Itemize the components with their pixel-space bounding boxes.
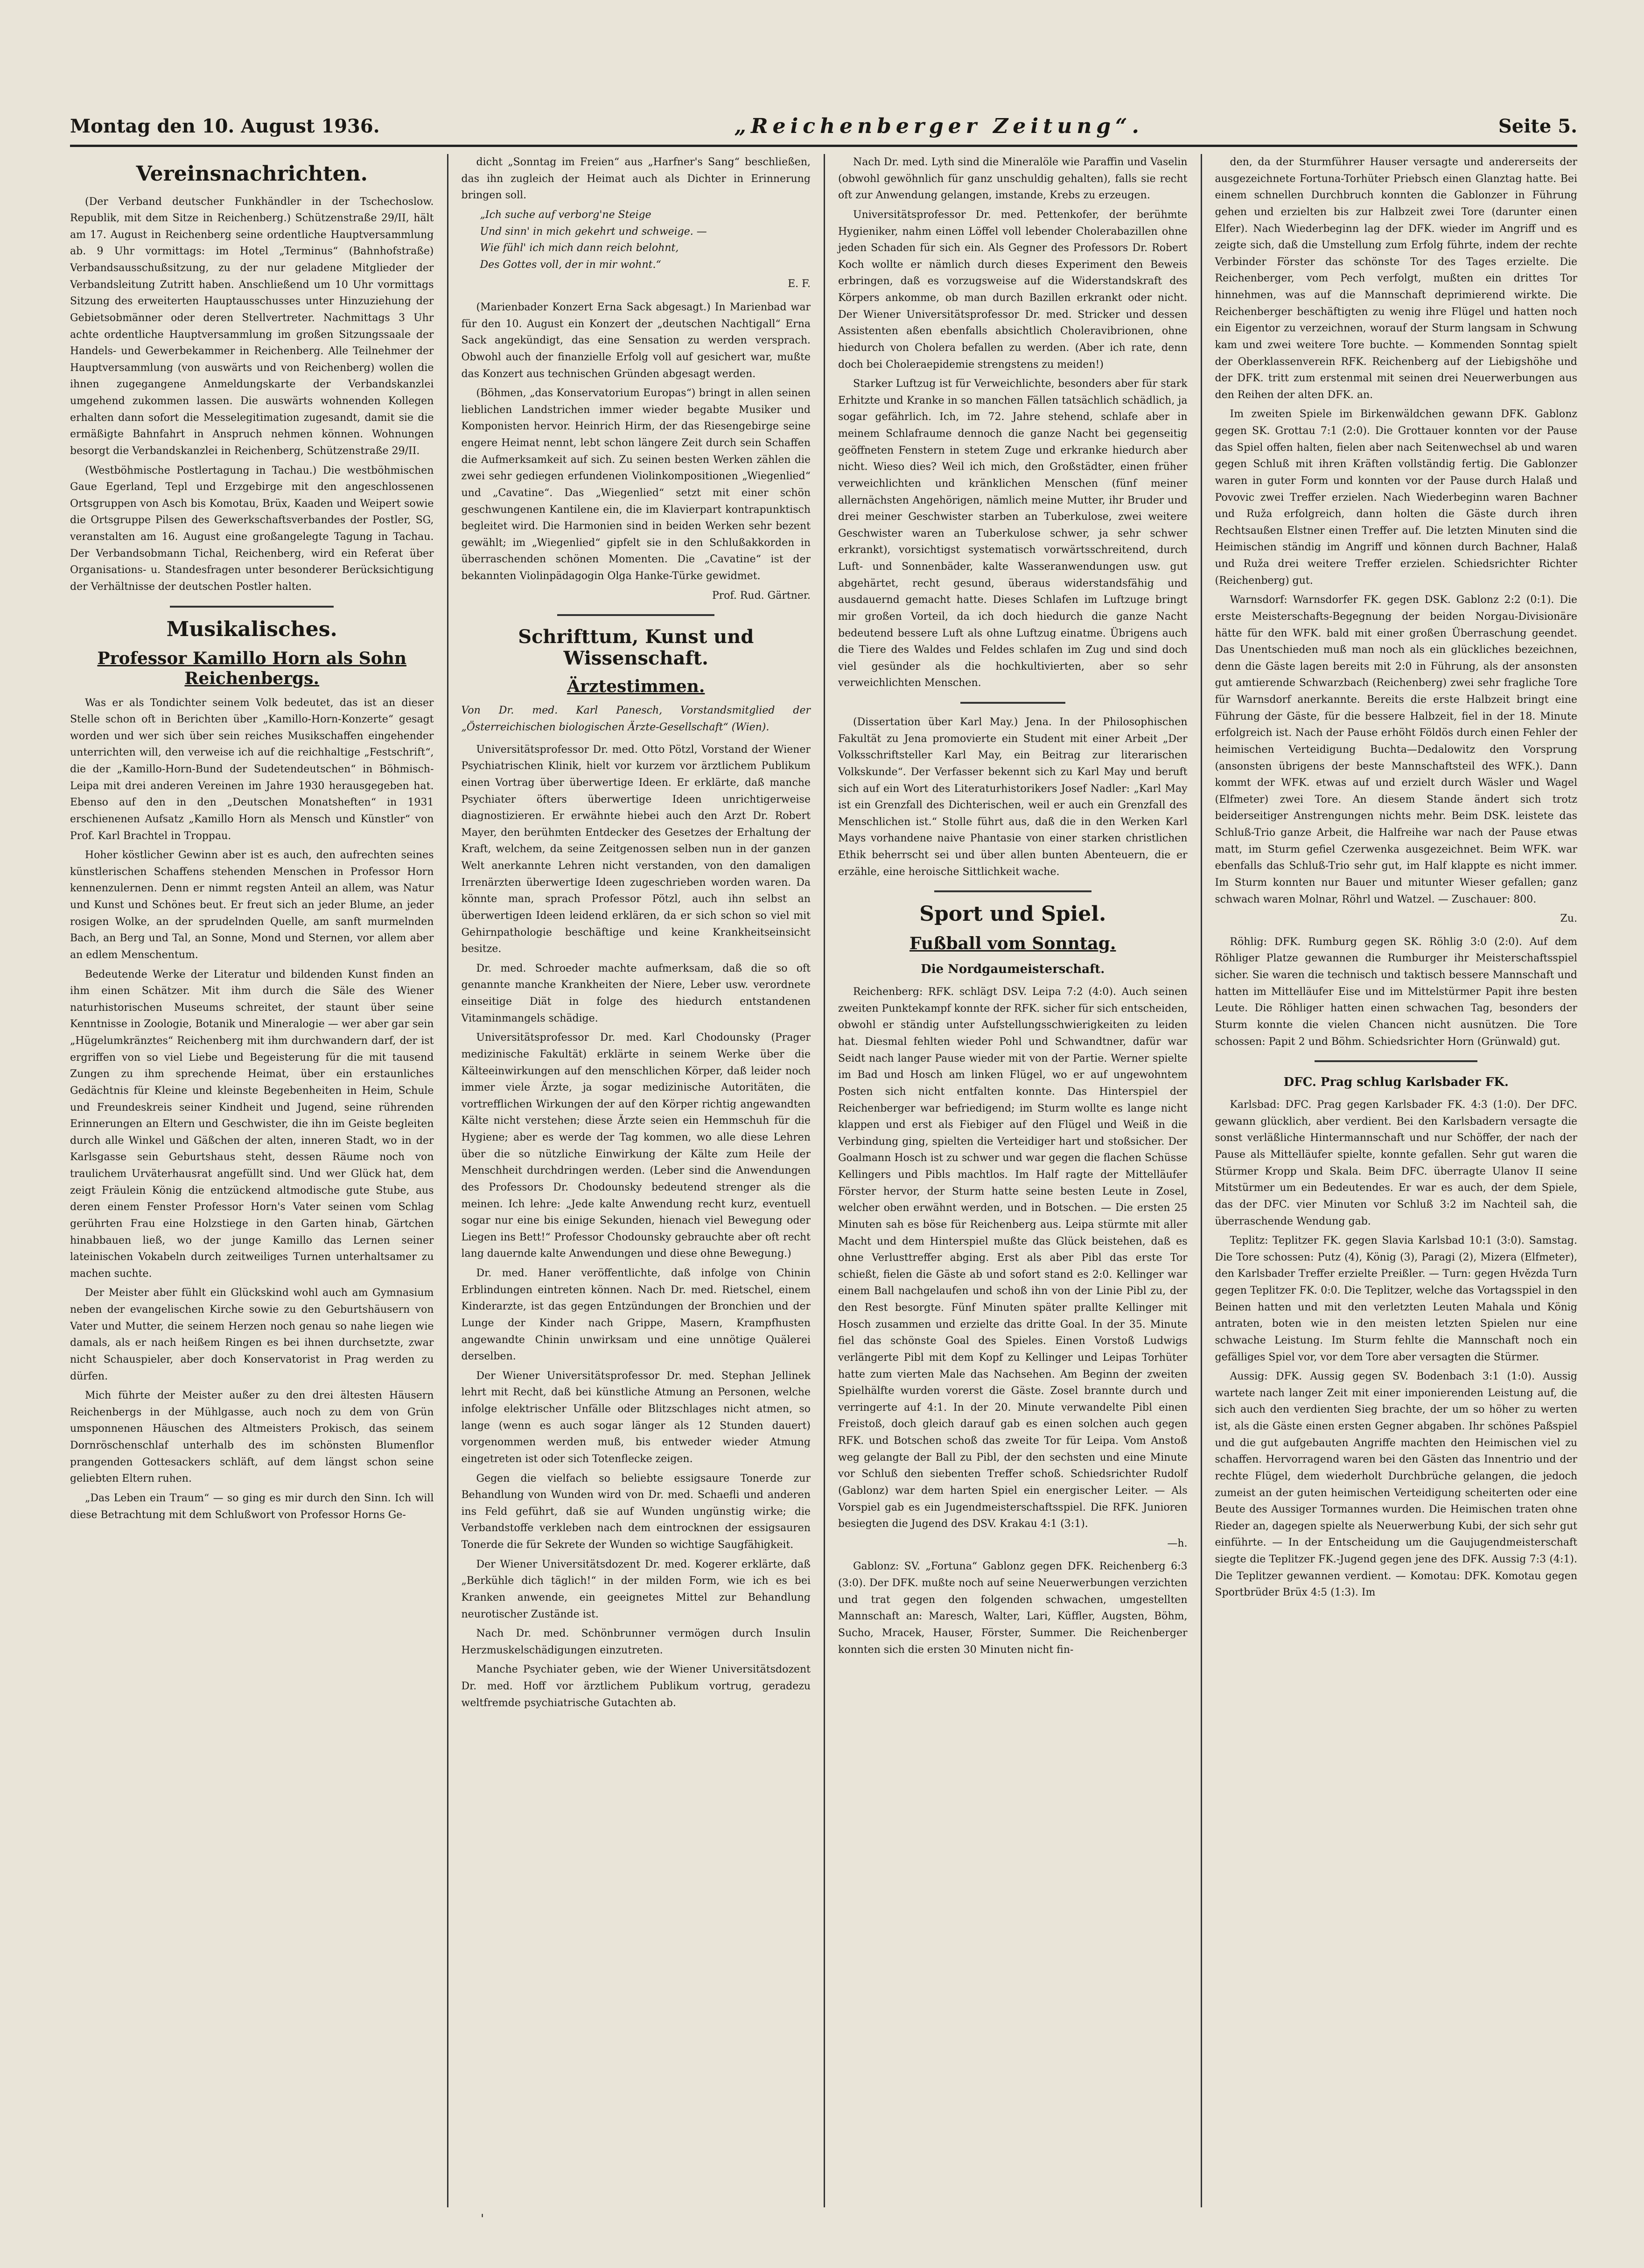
article-title-fussball: Fußball vom Sonntag. [909, 933, 1116, 953]
paragraph: Reichenberg: RFK. schlägt DSV. Leipa 7:2 (4:0). Auch seinen zweiten Punktekampf konnte der RFK. sicher für sich entscheiden, obwohl er ständig unter Aufstellungsschwierigkeiten zu leiden hat. Diesmal fehlten wieder Pohl und Schwandtner, dafür war Seidt nach langer Pause wieder mit von der Partie. Werner spielte im Bad und Hosch am linken Flügel, wo er auf ungewohntem Posten sich nicht entfalten konnte. Das Hinterspiel der Reichenberger war befriedigend; im Sturm wollte es lange nicht klappen und erst als Fiebiger auf den Flügel und Weiß in die Verbindung ging, spielten die Verteidiger hart und stoßsicher. Der Goalmann Hosch ist zu schwer und war gegen die flachen Schüsse Kellingers und Pibls machtlos. Im Half ragte der Mittelläufer Förster hervor, der Sturm hatte seine besten Leute in Zosel, welcher oben erwähnt werden, und in Botschen. — Die ersten 25 Minuten sah es böse für Reichenberg aus. Leipa stürmte mit aller Macht und dem Hinterspiel mußte das Glück beistehen, daß es ohne Verlusttreffer abging. Erst als aber Pibl das erste Tor schießt, fielen die Gäste ab und sofort stand es 2:0. Kellinger war einem Ball nachgelaufen und schoß ihn von der Linie Pibl zu, der den Rest besorgte. Fünf Minuten später prallte Kellinger mit Hosch zusammen und erzielte das dritte Goal. In der 35. Minute fiel das schönste Goal des Spieles. Einen Vorstoß Ludwigs verlängerte Pibl mit dem Kopf zu Kellinger und Leipas Torhüter hatte zum vierten Male das Nachsehen. Am Beginn der zweiten Spielhälfte wurden vorerst die Gäste. Zosel brannte durch und verringerte auf 4:1. In der 20. Minute verwandelte Pibl einen Freistoß, doch gleich darauf gab es einen solchen auch gegen RFK. und Botschen schoß das zweite Tor für Leipa. Vom Anstoß weg gelangte der Ball zu Pibl, der den sechsten und eine Minute vor Schluß den siebenten Treffer schoß. Schiedsrichter Rudolf (Gablonz) war dem harten Spiel ein energischer Leiter. — Als Vorspiel gab es ein Jugendmeisterschaftsspiel. Die RFK. Junioren besiegten die Jugend des DSV. Krakau 4:1 (3:1). [838, 986, 1188, 1530]
section-heading-musikalisches: Musikalisches. [166, 617, 337, 641]
signature: Zu. [1560, 913, 1577, 925]
paragraph: Aussig: DFK. Aussig gegen SV. Bodenbach 3:1 (1:0). Aussig wartete nach langer Zeit mit einer imponierenden Leistung auf, die sich auch den verdienten Sieg brachte, der um so höher zu werten ist, als die Gäste einen ersten Gegner abgaben. Ihr schönes Paßspiel und die gut aufgebauten Angriffe machten den Heimischen viel zu schaffen. Hervorragend waren bei den Gästen das Innentrio und der rechte Flügel, dem wiederholt Durchbrüche gelangen, die jedoch zumeist an der guten heimischen Verteidigung scheiterten oder eine Beute des Aussiger Tormannes wurden. Die Heimischen traten ohne Rieder an, dagegen spielte als Neuerwerbung Kubi, der sich sehr gut einführte. — In der Entscheidung um die Gaujugendmeisterschaft siegte die Teplitzer FK.-Jugend gegen jene des DFK. Aussig 7:3 (4:1). Die Teplitzer gewannen verdient. — Komotau: DFK. Komotau gegen Sportbrüder Brüx 4:5 (1:3). Im [1215, 1371, 1577, 1599]
paragraph: Der Wiener Universitätsprofessor Dr. med. Stephan Jellinek lehrt mit Recht, daß bei künstliche Atmung an Personen, welche infolge elektrischer Unfälle oder Blitzschlages nicht atmen, so lange (wenn es auch sogar länger als 12 Stunden dauert) vorgenommen werden muß, bis entweder wieder Atmung eingetreten ist oder sich Totenflecke zeigen. [461, 1370, 811, 1465]
poem: „Ich suche auf verborg'ne Steige Und sinn' in mich gekehrt und schweige. — Wie fühl' ich mich dann reich belohnt, Des Gottes voll, der in mir wohnt.“ [480, 209, 707, 271]
paragraph: Starker Luftzug ist für Verweichlichte, besonders aber für stark Erhitzte und Kranke in so manchen Fällen tatsächlich schädlich, ja sogar gefährlich. Ich, im 72. Jahre stehend, schlafe aber in meinem Schlafraume dennoch die ganze Nacht bei gegenseitig geöffneten Fenstern in stetem Zuge und erkranke hiedurch aber nicht. Wieso dies? Weil ich mich, den Großstädter, einen früher verweichlichten und kränklichen Menschen (fünf meiner allernächsten Angehörigen, nämlich meine Mutter, ihr Bruder und drei meiner Geschwister starben an Tuberkulose, zwei weitere Geschwister waren an Tuberkulose schwer, ja sehr schwer erkrankt), vorsichtigst systematisch vorwärtsschreitend, durch Luft- und Sonnenbäder, kalte Wasseranwendungen usw. gut abgehärtet, recht gesund, überaus widerstandsfähig und ausdauernd gemacht hatte. Dieses Schlafen im Luftzuge bringt mir großen Vorteil, da ich doch hiedurch die ganze Nacht bedeutend bessere Luft als ohne Luftzug einatme. Übrigens auch die Tiere des Waldes und Feldes schlafen im Zug und sind doch viel gesünder als die hochkultivierten, aber so sehr verweichlichten Menschen. [838, 378, 1188, 689]
paragraph: Karlsbad: DFC. Prag gegen Karlsbader FK. 4:3 (1:0). Der DFC. gewann glücklich, aber verdient. Bei den Karlsbadern versagte die sonst verläßliche Hintermannschaft und nur Schöffer, der nach der Pause als Mittelläufer spielte, konnte gefallen. Sehr gut waren die Stürmer Kropp und Skala. Beim DFC. überragte Ulanov II seine Mitstürmer um ein Bedeutendes. Er war es auch, der dem Spiele, das der DFC. vier Minuten vor Schluß 3:2 im Nachteil sah, die überraschende Wendung gab. [1215, 1099, 1577, 1227]
footer-mark: ' [481, 2212, 484, 2226]
divider [557, 614, 714, 616]
section-heading-schrifttum: Schrifttum, Kunst und Wissenschaft. [518, 626, 754, 670]
paragraph: Warnsdorf: Warnsdorfer FK. gegen DSK. Gablonz 2:2 (0:1). Die erste Meisterschafts-Begegnung der beiden Norgau-Divisionäre hätte für den WFK. bald mit einer großen Überraschung geendet. Das Unentschieden muß man noch als ein glückliches bezeichnen, denn die Gäste lagen bereits mit 2:0 in Führung, als der ansonsten gut amtierende Schwarzbach (Reichenberg) zwei sehr fragliche Tore für Warnsdorf anerkannte. Bereits die erste Halbzeit bringt eine Führung der Gäste, für die bessere Halbzeit, fiel in der 18. Minute erfolgreich ist. Nach der Pause erhöht Földös durch einen Fehler der heimischen Verteidigung Buchta—Dedalowitz den Vorsprung (ansonsten übrigens der beste Mannschaftsteil des WFK.). Dann kommt der WFK. etwas auf und erzielt durch Wäsler und Wagel (Elfmeter) zwei Tore. An diesem Stande ändert sich trotz beiderseitiger Anstrengungen nichts mehr. Beim DSK. leistete das Schluß-Trio ganze Arbeit, die Halfreihe war nach der Pause etwas matt, im Sturm gefiel Czerwenka ausgezeichnet. Beim WFK. war ebenfalls das Schluß-Trio sehr gut, im Half klappte es nicht immer. Im Sturm konnten nur Bauer und mitunter Wieser gefallen; ganz schwach waren Molnar, Röhrl und Watzel. — Zuschauer: 800. [1215, 594, 1577, 905]
paragraph: Was er als Tondichter seinem Volk bedeutet, das ist an dieser Stelle schon oft in Berichten über „Kamillo-Horn-Konzerte“ gesagt worden und wer sich über sein reiches Musikschaffen eingehender unterrichten will, den verweise ich auf die reichhaltige „Festschrift“, die der „Kamillo-Horn-Bund der Sudetendeutschen“ in Böhmisch-Leipa mit drei anderen Vereinen im Jahre 1930 herausgegeben hat. Ebenso auf den in den „Deutschen Monatsheften“ in 1931 erschienenen Aufsatz „Kamillo Horn als Mensch und Künstler“ von Prof. Karl Brachtel in Troppau. [70, 697, 434, 842]
columns [70, 154, 1577, 2207]
article-karl-may: (Dissertation über Karl May.) Jena. In der Philosophischen Fakultät zu Jena promovierte ein Student mit einer Arbeit „Der Volksschriftsteller Karl May, ein Beitrag zur literarischen Volkskunde“. Der Verfasser bekennt sich zu Karl May und beruft sich auf ein Wort des Literaturhistorikers Josef Nadler: „Karl May ist ein Grenzfall des Dichterischen, weil er auch ein Grenzfall des Menschlichen ist.“ Stolle führt aus, daß die in den Werken Karl Mays vorhandene naive Phantasie von einer starken christlichen Ethik beherrscht sei und über allen bunten Abenteuern, die er erzähle, eine heroische Sittlichkeit wache. [838, 716, 1188, 878]
paragraph: Der Wiener Universitätsdozent Dr. med. Kogerer erklärte, daß „Berkühle dich täglich!“ in der milden Form, wie ich es bei Kranken anwende, ein geeignetes Mittel zur Behandlung neurotischer Zustände ist. [461, 1558, 811, 1620]
paragraph: Der Meister aber fühlt ein Glückskind wohl auch am Gymnasium neben der evangelischen Kirche sowie zu den Geburtshäusern von Vater und Mutter, die seinem Herzen noch genau so nahe liegen wie damals, als er nach heißem Ringen es bei ihnen durchsetzte, zwar nicht Schauspieler, aber doch Konservatorist in Prag werden zu dürfen. [70, 1287, 434, 1382]
paragraph: Röhlig: DFK. Rumburg gegen SK. Röhlig 3:0 (2:0). Auf dem Röhliger Platze gewannen die Rumburger ihr Meisterschaftsspiel sicher. Sie waren die technisch und taktisch bessere Mannschaft und hatten im Mittelläufer Eise und im Mittelstürmer Papit ihre besten Leute. Die Röhliger hatten einen schwachen Tag, besonders der Sturm konnte die vielen Chancen nicht ausnützen. Die Tore schossen: Papit 2 und Böhm. Schiedsrichter Horn (Grünwald) gut. [1215, 936, 1577, 1048]
signature: Prof. Rud. Gärtner. [712, 589, 811, 602]
subheading-prag-karlsbad: DFC. Prag schlug Karlsbader FK. [1283, 1075, 1509, 1090]
article-title-aerztestimmen: Ärztestimmen. [567, 677, 705, 697]
divider [934, 890, 1091, 892]
column-1 [70, 154, 447, 2207]
issue-date: Montag den 10. August 1936. [70, 115, 380, 137]
article-postlertagung: (Westböhmische Postlertagung in Tachau.) Die westböhmischen Gaue Egerland, Tepl und Erzgebirge mit den angeschlossenen Ortsgruppen von Asch bis Komotau, Brüx, Kaaden und Weipert sowie die Ortsgruppe Pilsen des Gewerkschaftsverbandes der Postler, SG, veranstalten am 16. August eine großangelegte Tagung in Tachau. Der Verbandsobmann Tichal, Reichenberg, wird ein Referat über Organisations- u. Standesfragen unter besonderer Berücksichtigung der Verhältnisse der deutschen Postler halten. [70, 464, 434, 593]
article-title-horn: Professor Kamillo Horn als Sohn Reichenbergs. [97, 649, 407, 689]
paragraph: Universitätsprofessor Dr. med. Karl Chodounsky (Prager medizinische Fakultät) erklärte in seinem Werke über die Kälteeinwirkungen auf den menschlichen Körper, daß leider noch immer viele Ärzte, ja sogar medizinische Autoritäten, die vortrefflichen Wirkungen der auf den Körper richtig angewandten Kälte nicht verstehen; diese Ärzte seien ein Hemmschuh für die Hygiene; aber es werde der Tag kommen, wo alle diese Lehren über die so nützliche Einwirkung der Kälte zum Heile der Menschheit durchdringen werden. (Leber sind die Anwendungen des Professors Dr. Chodounsky bedeutend strenger als die meinen. Ich lehre: „Jede kalte Anwendung recht kurz, eventuell sogar nur eine bis einige Sekunden, hienach viel Bewegung oder Liegen ins Bett!“ Professor Chodounsky gebrauchte aber oft recht lang dauernde kalte Anwendungen und diese ohne Bewegung.) [461, 1032, 811, 1260]
divider [960, 702, 1065, 704]
signature: E. F. [788, 278, 811, 290]
paragraph: Teplitz: Teplitzer FK. gegen Slavia Karlsbad 10:1 (3:0). Samstag. Die Tore schossen: Putz (4), König (3), Paragi (2), Mizera (Elfmeter), den Karlsbader Treffer erzielte Preißler. — Turn: gegen Hvězda Turn gegen Teplitzer FK. 0:0. Die Teplitzer, welche das Vortagsspiel in den Beinen hatten und mit den verletzten Leuten Mahala und König antraten, boten wie in den meisten letzten Spielen nur eine schwache Leistung. Im Sturm fehlte die Mannschaft noch ein gefälliges Spiel vor, vor dem Tore aber versagten die Stürmer. [1215, 1235, 1577, 1363]
paragraph: Bedeutende Werke der Literatur und bildenden Kunst finden an ihm einen Schätzer. Mit ihm durch die Säle des Wiener naturhistorischen Museums schreitet, der staunt über seine Kenntnisse in Zoologie, Botanik und Mineralogie — wer aber gar sein „Hügelumkränztes“ Reichenberg mit ihm durchwandern darf, der ist ergriffen von so viel Liebe und Begeisterung für die mit tausend Zungen zu ihm sprechende Heimat, über ein erstaunliches Gedächtnis für Kleine und kleinste Begebenheiten in Heim, Schule und Freundeskreis seiner Kindheit und Jugend, seine rührenden Erinnerungen an Eltern und Geschwister, die ihn im Geiste begleiten durch alle Winkel und Gäßchen der alten, inneren Stadt, wo in der Karlsgasse sein Geburtshaus steht, dessen Räume noch von traulichem Urväterhausrat angefüllt sind. Und wer Glück hat, dem zeigt Fräulein König die entzückend altmodische gute Stube, aus deren einem Fenster Professor Horn's Vater seinen vom Schlag gerührten Frau eine Holzstiege in den Garten hinab, Gärtchen hinabbauen ließ, wo der junge Kamillo das Lernen seiner lateinischen Vokabeln durch zeitweiliges Turnen unterhaltsamer zu machen suchte. [70, 968, 434, 1280]
paragraph: Gegen die vielfach so beliebte essigsaure Tonerde zur Behandlung von Wunden wird von Dr. med. Schaefli und anderen ins Feld geführt, daß sie auf Wunden ungünstig wirke; die Verbandstoffe verkleben nach dem eintrocknen der essigsauren Tonerde die für Sekrete der Wunden so wichtige Saugfähigkeit. [461, 1472, 811, 1551]
article-funkhaendler: (Der Verband deutscher Funkhändler in der Tschechoslow. Republik, mit dem Sitze in Reichenberg.) Schützenstraße 29/II, hält am 17. August in Reichenberg seine ordentliche Hauptversammlung ab. 9 Uhr vormittags: im Hotel „Terminus“ (Bahnhofstraße) Verbandsausschußsitzung, zu der nur geladene Mitglieder der Verbandsleitung Zutritt haben. Anschließend um 10 Uhr vormittags Sitzung des erweiterten Hauptausschusses unter Hinzuziehung der Gebietsobmänner oder deren Stellvertreter. Nachmittags 3 Uhr achte ordentliche Hauptversammlung im großen Sitzungssaale der Handels- und Gewerbekammer in Reichenberg. Alle Teilnehmer der Hauptversammlung (von auswärts und von Reichenberg) wollen die ihnen zugegangene Anmeldungskarte der Verbandskanzlei umgehend zukommen lassen. Die auswärts wohnenden Kollegen erhalten dann sofort die Messelegitimation zugesandt, damit sie die ermäßigte Bahnfahrt in Anspruch nehmen können. Wohnungen besorgt die Verbandskanzlei in Reichenberg, Schützenstraße 29/II. [70, 196, 434, 457]
section-heading-vereinsnachrichten: Vereinsnachrichten. [136, 162, 368, 186]
newspaper-page [70, 107, 1577, 2226]
masthead [70, 107, 1577, 147]
paragraph: Manche Psychiater geben, wie der Wiener Universitätsdozent Dr. med. Hoff vor ärztlichem Publikum vortrug, geradezu weltfremde psychiatrische Gutachten ab. [461, 1664, 811, 1709]
paragraph: dicht „Sonntag im Freien“ aus „Harfner's Sang“ beschließen, das ihn zugleich der Heimat auch als Dichter in Erinnerung bringen soll. [461, 156, 811, 202]
page-number: Seite 5. [1498, 115, 1577, 137]
column-4 [1201, 154, 1578, 2207]
paragraph: Nach Dr. med. Schönbrunner vermögen durch Insulin Herzmuskelschädigungen einzutreten. [461, 1628, 811, 1656]
paragraph: Mich führte der Meister außer zu den drei ältesten Häusern Reichenbergs in der Mühlgasse, auch noch zu dem von Grün umsponnenen Häuschen des Altmeisters Prokisch, das seinem Dornröschenschlaf unterhalb des im schönsten Blumenflor prangenden Gottesackers schläft, auf dem längst schon seine geliebten Eltern ruhen. [70, 1390, 434, 1485]
paragraph: Dr. med. Haner veröffentlichte, daß infolge von Chinin Erblindungen eintreten können. Nach Dr. med. Rietschel, einem Kinderarzte, ist das gegen Entzündungen der Bronchien und der Lunge der Kinder nach Grippe, Masern, Krampfhusten angewandte Chinin unwirksam und eine unnötige Quälerei derselben. [461, 1267, 811, 1363]
article-erna-sack: (Marienbader Konzert Erna Sack abgesagt.) In Marienbad war für den 10. August ein Konzert der „deutschen Nachtigall“ Erna Sack angekündigt, das eine Sensation zu werden versprach. Obwohl auch der finanzielle Erfolg voll auf gesichert war, mußte das Konzert aus technischen Gründen abgesagt werden. [461, 301, 811, 380]
section-heading-sport: Sport und Spiel. [919, 902, 1106, 926]
column-3 [824, 154, 1201, 2207]
paragraph: Universitätsprofessor Dr. med. Pettenkofer, der berühmte Hygieniker, nahm einen Löffel voll lebender Cholerabazillen ohne jeden Schaden für sich ein. Als Gegner des Professors Dr. Robert Koch wollte er nämlich durch dieses Experiment den Beweis erbringen, daß es vorzugsweise auf die Widerstandskraft des Körpers ankomme, ob man durch Bazillen erkrankt oder nicht. Der Wiener Universitätsprofessor Dr. med. Stricker und dessen Assistenten aßen ebenfalls absichtlich Choleravibrionen, ohne hiedurch von Cholera befallen zu werden. (Aber ich rate, denn doch bei Choleraepidemie strengstens zu meiden!) [838, 209, 1188, 371]
divider [1315, 1060, 1477, 1062]
paragraph: Universitätsprofessor Dr. med. Otto Pötzl, Vorstand der Wiener Psychiatrischen Klinik, hielt vor kurzem vor ärztlichem Publikum einen Vortrag über überwertige Ideen. Er erklärte, daß manche Psychiater öfters überwertige Ideen unrichtigerweise diagnostizieren. Er erwähnte hiebei auch den Arzt Dr. Robert Mayer, den berühmten Entdecker des Gesetzes der Erhaltung der Kraft, welchem, da seine Zeitgenossen selben nun in der ganzen Welt anerkannte Lehren nicht verstanden, von den damaligen Irrenärzten überwertige Ideen zugeschrieben worden waren. Da könnte man, sprach Professor Pötzl, auch ihn selbst an überwertigen Ideen leidend erklären, da er sich schon so viel mit Gehirnpathologie beschäftige und keine Krankheitseinsicht besitze. [461, 743, 811, 955]
newspaper-name: „Reichenberger Zeitung“. [734, 114, 1144, 138]
subheading-nordgau: Die Nordgaumeisterschaft. [921, 962, 1105, 977]
paragraph: Dr. med. Schroeder machte aufmerksam, daß die so oft genannte manche Krankheiten der Niere, Leber usw. verordnete einseitige Diät in folge des hiedurch entstandenen Vitaminmangels schädige. [461, 962, 811, 1024]
paragraph: den, da der Sturmführer Hauser versagte und andererseits der ausgezeichnete Fortuna-Torhüter Priebsch einen Glanztag hatte. Bei einem schnellen Durchbruch konnten die Gablonzer in Führung gehen und erzielten bis zur Halbzeit zwei Tore (darunter einen Elfer). Nach Wiederbeginn lag der DFK. wieder im Angriff und es zeigte sich, daß die Umstellung zum Erfolg führte, indem der rechte Verbinder Förster das schönste Tor des Tages erzielte. Die Reichenberger, vom Pech verfolgt, mußten ein drittes Tor hinnehmen, was auf die Mannschaft deprimierend wirkte. Die Reichenberger beschäftigten zu wenig ihre Flügel und hatten noch ein Eigentor zu verzeichnen, worauf der Sturm langsam in Schwung kam und zwei weitere Tore buchte. — Kommenden Sonntag spielt der Oberklassenverein RFK. Reichenberg auf der Liebigshöhe und der DFK. tritt zum erstenmal mit seinen drei Neuerwerbungen aus den Reihen der alten DFK. an. [1215, 156, 1577, 401]
column-2 [447, 154, 824, 2207]
paragraph: Im zweiten Spiele im Birkenwäldchen gewann DFK. Gablonz gegen SK. Grottau 7:1 (2:0). Die Grottauer konnten vor der Pause das Spiel offen halten, fielen aber nach Seitenwechsel ab und waren gegen Schluß mit ihren Kräften vollständig fertig. Die Gablonzer waren in guter Form und konnten vor der Pause durch Halaß und Povovic zwei Treffer erzielen. Nach Wiederbeginn waren Bachner und Ruža erfolgreich, dann holten die Gäste durch ihren Rechtsaußen Elstner einen Treffer auf. Die letzten Minuten sind die Heimischen ständig im Angriff und können durch Bachner, Halaß und Ruža drei weitere Treffer erzielen. Schiedsrichter Richter (Reichenberg) gut. [1215, 408, 1577, 587]
paragraph: Hoher köstlicher Gewinn aber ist es auch, den aufrechten seines künstlerischen Schaffens stehenden Menschen in Professor Horn kennenzulernen. Denn er nimmt regsten Anteil an allem, was Natur und Kunst und Schönes beut. Er freut sich an jeder Blume, an jeder rosigen Wolke, an der sprudelnden Quelle, am sanft murmelnden Bach, an Berg und Tal, an Sonne, Mond und Sternen, vor allem aber an edlem Menschentum. [70, 849, 434, 961]
divider [170, 606, 334, 608]
paragraph: Gablonz: SV. „Fortuna“ Gablonz gegen DFK. Reichenberg 6:3 (3:0). Der DFK. mußte noch auf seine Neuerwerbungen verzichten und trat gegen den folgenden schwachen, umgestellten Mannschaft an: Maresch, Walter, Lari, Küffler, Augsten, Böhm, Sucho, Mracek, Hauser, Förster, Summer. Die Reichenberger konnten sich die ersten 30 Minuten nicht fin- [838, 1561, 1188, 1656]
paragraph: „Das Leben ein Traum“ — so ging es mir durch den Sinn. Ich will diese Betrachtung mit dem Schlußwort von Professor Horns Ge- [70, 1492, 434, 1521]
article-konservatorium: (Böhmen, „das Konservatorium Europas“) bringt in allen seinen lieblichen Landstrichen immer wieder begabte Musiker und Komponisten hervor. Heinrich Hirm, der das Riesengebirge seine engere Heimat nennt, lebt schon längere Zeit durch sein Schaffen die Aufmerksamkeit auf sich. Zu seinen besten Werken zählen die zwei sehr gediegen erfundenen Violinkompositionen „Wiegenlied“ und „Cavatine“. Das „Wiegenlied“ setzt mit einer schön geschwungenen Kantilene ein, die im Klavierpart kontrapunktisch begleitet wird. Die Harmonien sind in beiden Werken sehr bezent gewählt; im „Wiegenlied“ gipfelt sie in den Schlußakkorden in überraschenden schönen Momenten. Die „Cavatine“ ist der bekannten Violinpädagogin Olga Hanke-Türke gewidmet. [461, 387, 811, 582]
signature: —h. [1167, 1537, 1188, 1549]
paragraph: Nach Dr. med. Lyth sind die Mineralöle wie Paraffin und Vaselin (obwohl gewöhnlich für ganz unschuldig gehalten), falls sie recht oft zur Anwendung gelangen, imstande, Krebs zu erzeugen. [838, 156, 1188, 202]
byline: Von Dr. med. Karl Panesch, Vorstandsmitglied der „Österreichischen biologischen Ärzte-Gesellschaft“ (Wien). [461, 705, 811, 734]
